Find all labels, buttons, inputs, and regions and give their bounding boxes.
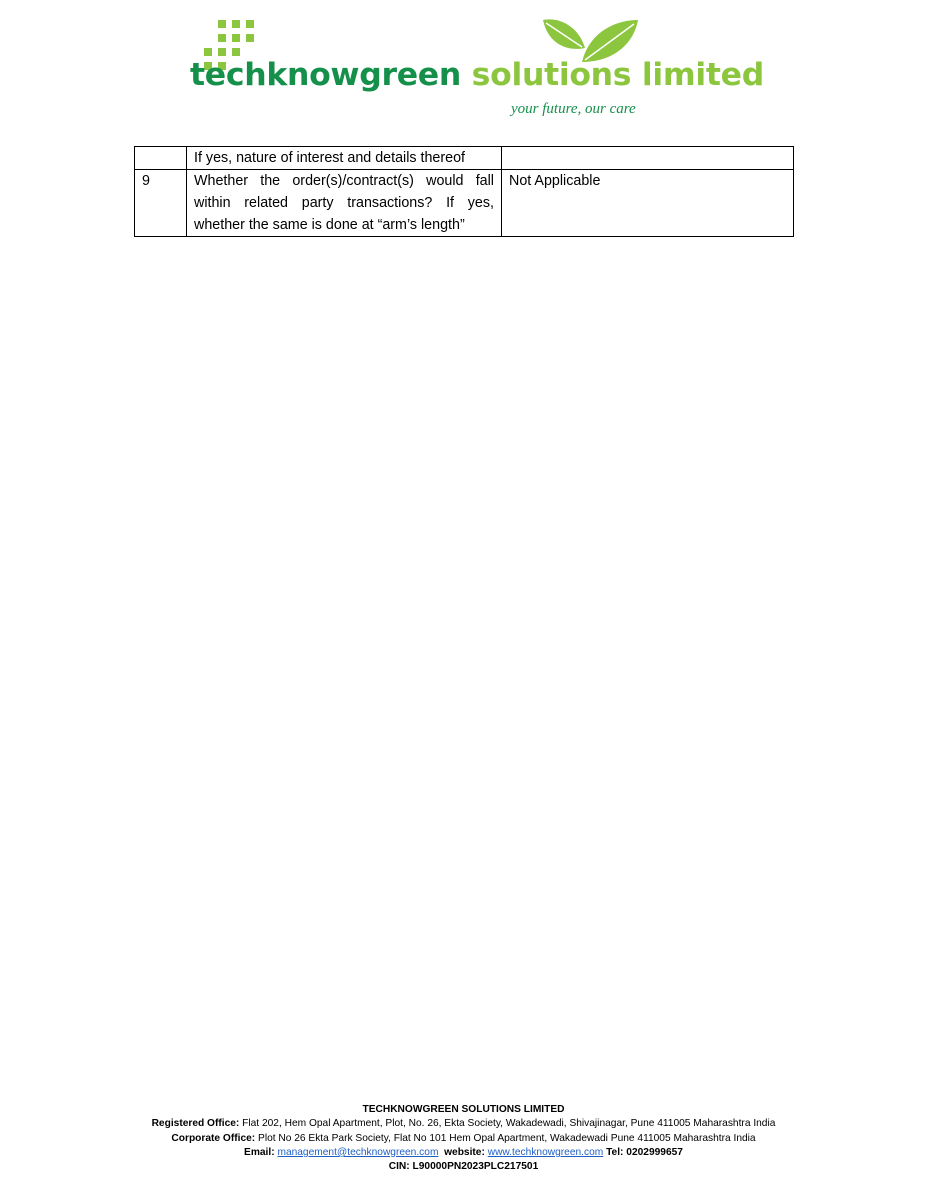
page-footer xyxy=(0,1103,927,1174)
tel-number: 0202999657 xyxy=(626,1146,683,1158)
website-link[interactable]: www.techknowgreen.com xyxy=(487,1146,604,1158)
email-link[interactable]: management@techknowgreen.com xyxy=(277,1146,439,1158)
row-number-cell xyxy=(135,147,187,170)
corporate-office-label: Corporate Office: xyxy=(171,1132,256,1144)
cin-number: L90000PN2023PLC217501 xyxy=(412,1161,539,1173)
question-cell: If yes, nature of interest and details thereof xyxy=(187,147,502,170)
corporate-office-line xyxy=(0,1132,927,1146)
email-label: Email: xyxy=(244,1146,275,1158)
website-label: website: xyxy=(444,1146,485,1158)
table-row xyxy=(135,147,794,170)
tel-label: Tel: xyxy=(606,1146,624,1158)
registered-office-line xyxy=(0,1117,927,1131)
registered-office-label: Registered Office: xyxy=(151,1118,240,1130)
company-tagline: your future, our care xyxy=(511,101,636,117)
contact-line xyxy=(0,1146,927,1160)
logo-word-techknowgreen: techknowgreen xyxy=(190,57,461,93)
table-row xyxy=(135,170,794,237)
logo-word-solutions-limited: solutions limited xyxy=(471,57,764,93)
row-number-cell: 9 xyxy=(135,170,187,237)
answer-cell xyxy=(502,147,794,170)
corporate-office-address: Plot No 26 Ekta Park Society, Flat No 101 Hem Opal Apartment, Wakadewadi Pune 411005 Maharashtra India xyxy=(255,1132,756,1144)
letterhead xyxy=(0,0,927,130)
question-cell: Whether the order(s)/contract(s) would fall within related party transactions? If yes, whether the same is done at “arm’s length” xyxy=(187,170,502,237)
company-logo-wordmark xyxy=(190,57,764,93)
registered-office-address: Flat 202, Hem Opal Apartment, Plot, No. 26, Ekta Society, Wakadewadi, Shivajinagar, Pune 411005 Maharashtra India xyxy=(239,1118,776,1130)
answer-cell: Not Applicable xyxy=(502,170,794,237)
footer-company-name: TECHKNOWGREEN SOLUTIONS LIMITED xyxy=(362,1104,565,1115)
disclosure-table xyxy=(134,146,794,237)
cin-label: CIN: xyxy=(388,1161,410,1173)
cin-line xyxy=(0,1160,927,1174)
